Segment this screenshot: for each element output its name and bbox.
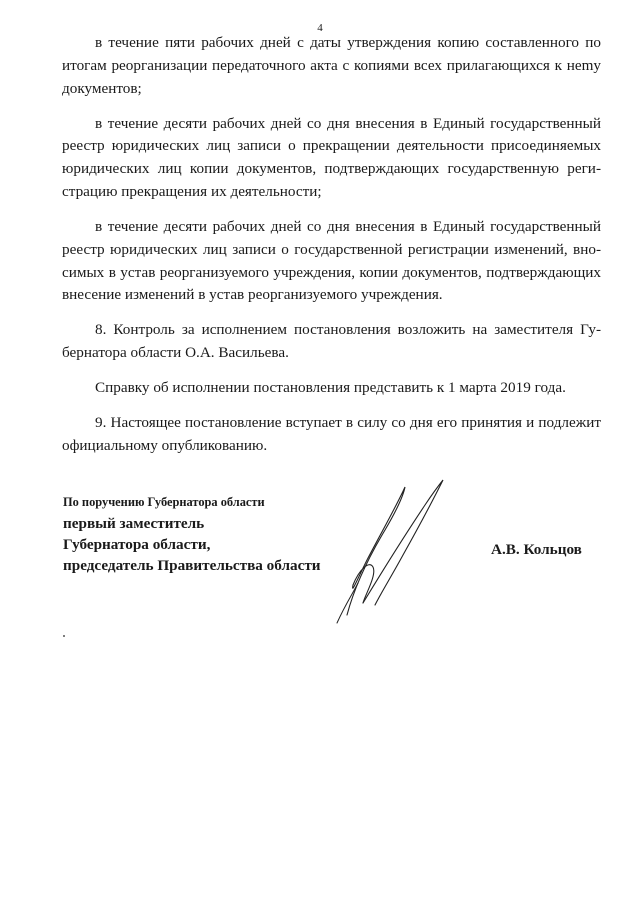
paragraph-termination-docs: в течение десяти рабочих дней со дня внесения в Единый государственный реестр юридических лиц записи о прекращении деятельности присоединяемых юридических лиц копии документов, подтверждающих государственную регистрацию прекращения их деятельности; <box>62 114 601 200</box>
paragraph-report-deadline: Справку об исполнении постановления представить к 1 марта 2019 года. <box>95 379 566 397</box>
paragraph-effective-date: 9. Настоящее постановление вступает в силу со дня его принятия и подлежит официальному опубликованию. <box>62 414 601 454</box>
page-number: 4 <box>317 22 323 34</box>
position-line-2: Губернатора области, <box>63 536 211 553</box>
stray-mark <box>63 635 65 637</box>
paragraph-charter-changes: в течение десяти рабочих дней со дня внесения в Единый государственный реестр юридических лиц записи о государственной регистрации изменений, вносимых в устав реорганизуемого учреждения, копии документов, подтверждающих внесение изменений в устав реорганизуемого учреждения. <box>62 217 601 304</box>
handwritten-signature <box>325 475 465 625</box>
authority-line: По поручению Губернатора области <box>63 495 265 509</box>
position-line-3: председатель Правительства области <box>63 557 321 574</box>
signature-block <box>63 492 321 576</box>
position-line-1: первый заместитель <box>63 515 205 532</box>
document-body <box>62 32 601 470</box>
paragraph-transfer-act: в течение пяти рабочих дней с даты утверждения копию составленного по итогам реорганизации передаточного акта с копиями всех прилагающихся к неmу документов; <box>62 34 601 97</box>
signer-name: А.В. Кольцов <box>491 541 582 558</box>
paragraph-control: 8. Контроль за исполнением постановления возложить на заместителя Губернатора области О.А. Васильева. <box>62 321 601 362</box>
